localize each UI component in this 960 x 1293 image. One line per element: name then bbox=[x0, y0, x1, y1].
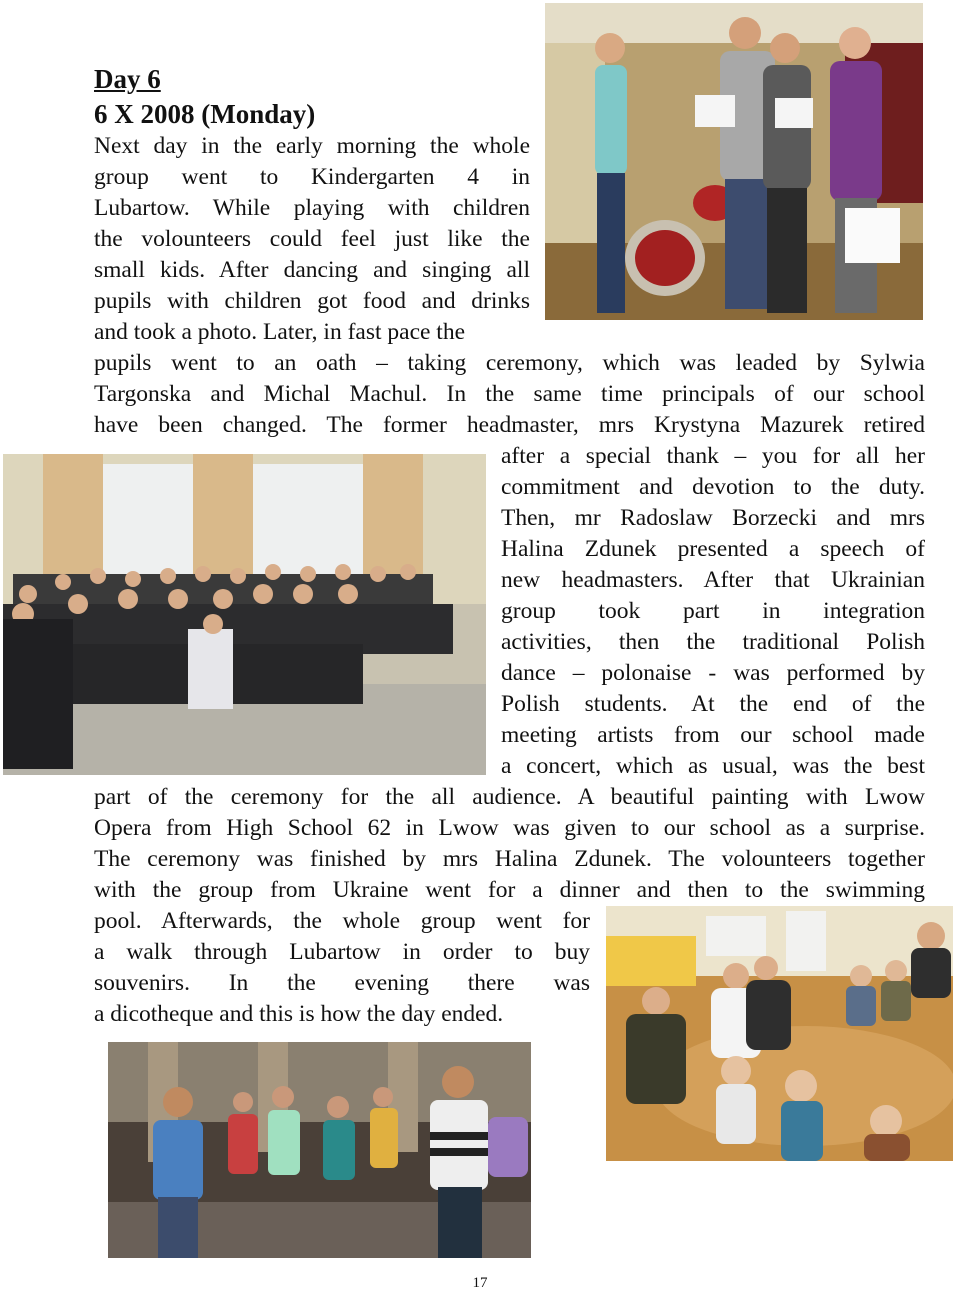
discotheque-photo bbox=[108, 1042, 531, 1258]
text-line: small kids. After dancing and singing all bbox=[94, 257, 530, 283]
text-line: group took part in integration bbox=[501, 598, 925, 624]
text-line: pupils with children got food and drinks bbox=[94, 288, 530, 314]
text-line: Opera from High School 62 in Lwow was given to our school as a surprise. bbox=[94, 815, 925, 841]
text-line: have been changed. The former headmaster, mrs Krystyna Mazurek retired bbox=[94, 412, 925, 438]
text-line: with the group from Ukraine went for a dinner and then to the swimming bbox=[94, 877, 925, 903]
text-line: pupils went to an oath – taking ceremony, which was leaded by Sylwia bbox=[94, 350, 925, 376]
text-line: activities, then the traditional Polish bbox=[501, 629, 925, 655]
day-title: Day 6 bbox=[94, 64, 161, 94]
stage-performance-photo bbox=[545, 3, 923, 320]
page-number: 17 bbox=[472, 1275, 488, 1291]
text-line: Targonska and Michal Machul. In the same time principals of our school bbox=[94, 381, 925, 407]
text-line: commitment and devotion to the duty. bbox=[501, 474, 925, 500]
text-line: a dicotheque and this is how the day ended. bbox=[94, 1001, 504, 1027]
text-line: Next day in the early morning the whole bbox=[94, 133, 530, 159]
text-line: a concert, which as usual, was the best bbox=[501, 753, 925, 779]
text-line: Halina Zdunek presented a speech of bbox=[501, 536, 925, 562]
text-line: pool. Afterwards, the whole group went for bbox=[94, 908, 590, 934]
text-line: part of the ceremony for the all audience. A beautiful painting with Lwow bbox=[94, 784, 925, 810]
text-line: souvenirs. In the evening there was bbox=[94, 970, 590, 996]
text-line: The ceremony was finished by mrs Halina Zdunek. The volounteers together bbox=[94, 846, 925, 872]
text-line: new headmasters. After that Ukrainian bbox=[501, 567, 925, 593]
text-line: after a special thank – you for all her bbox=[501, 443, 925, 469]
text-line: and took a photo. Later, in fast pace the bbox=[94, 319, 466, 345]
date-title: 6 X 2008 (Monday) bbox=[94, 99, 316, 129]
text-line: meeting artists from our school made bbox=[501, 722, 925, 748]
text-line: group went to Kindergarten 4 in bbox=[94, 164, 530, 190]
text-line: dance – polonaise - was performed by bbox=[501, 660, 925, 686]
text-line: Lubartow. While playing with children bbox=[94, 195, 530, 221]
ceremony-audience-photo bbox=[3, 454, 486, 775]
text-line: a walk through Lubartow in order to buy bbox=[94, 939, 590, 965]
text-line: Polish students. At the end of the bbox=[501, 691, 925, 717]
text-line: Then, mr Radoslaw Borzecki and mrs bbox=[501, 505, 925, 531]
kindergarten-photo bbox=[606, 906, 953, 1161]
text-line: the volounteers could feel just like the bbox=[94, 226, 530, 252]
